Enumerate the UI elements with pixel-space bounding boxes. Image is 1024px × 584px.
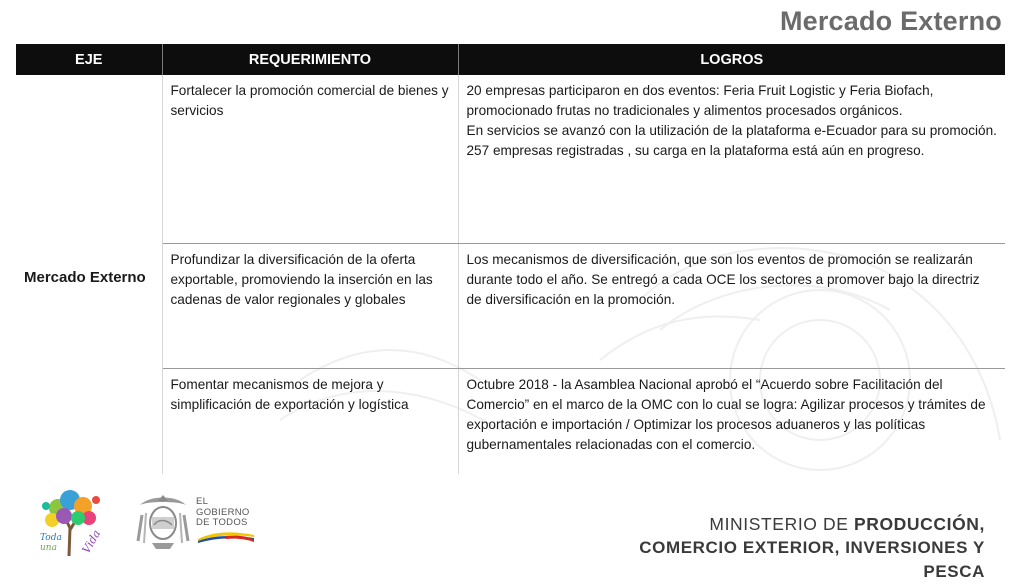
eje-cell: Mercado Externo [16,75,162,474]
ministry-line2: COMERCIO EXTERIOR, INVERSIONES Y PESCA [639,538,985,581]
logro-text: Los mecanismos de diversificación, que son los eventos de promoción se realizarán durante todo el año. Se entregó a cada OCE los sectores a promover bajo la directriz de diversificación en la promoción. [466,252,980,307]
gobierno-text: EL GOBIERNO DE TODOS [196,496,250,528]
header-requerimiento: REQUERIMIENTO [162,44,458,75]
svg-text:Vida: Vida [79,527,104,556]
page-title: Mercado Externo [779,6,1002,36]
requerimiento-cell: Profundizar la diversificación de la oferta exportable, promoviendo la inserción en las cadenas de valor regionales y globales [162,244,458,369]
logro-text: 257 empresas registradas , su carga en la plataforma está aún en progreso. [466,143,925,158]
table-header-row [16,44,1005,75]
table-row [16,369,1005,475]
ministry-name [585,512,985,584]
requirements-table [16,44,1005,474]
table-row [16,244,1005,369]
flag-swoosh-icon [196,529,256,543]
logro-text: En servicios se avanzó con la utilización de la plataforma e-Ecuador para su promoción. [466,123,997,138]
ministry-produccion: PRODUCCIÓN, [853,514,985,534]
table-row [16,75,1005,244]
toda-una-vida-logo [36,486,106,558]
logro-text: 20 empresas participaron en dos eventos: Feria Fruit Logistic y Feria Biofach, promocionado frutas no tradicionales y alimentos procesados orgánicos. [466,83,934,118]
logros-cell [458,75,1005,244]
coat-of-arms-icon [134,491,192,553]
logros-cell [458,244,1005,369]
svg-text:Toda: Toda [40,533,62,543]
requerimiento-cell: Fomentar mecanismos de mejora y simplificación de exportación y logística [162,369,458,475]
header-eje: EJE [16,44,162,75]
logro-text: Octubre 2018 - la Asamblea Nacional aprobó el “Acuerdo sobre Facilitación del Comercio” en el marco de la OMC con lo cual se logra: Agilizar procesos y trámites de exportación e importación / Optimizar los procesos aduaneros y las políticas gubernamentales relacionadas con el comercio. [466,377,986,452]
logros-cell [458,369,1005,475]
requerimiento-cell: Fortalecer la promoción comercial de bienes y servicios [162,75,458,244]
svg-text:una: una [40,543,57,553]
ministry-prefix: MINISTERIO DE [709,514,849,534]
gobierno-de-todos-logo [196,497,256,547]
header-logros: LOGROS [458,44,1005,75]
